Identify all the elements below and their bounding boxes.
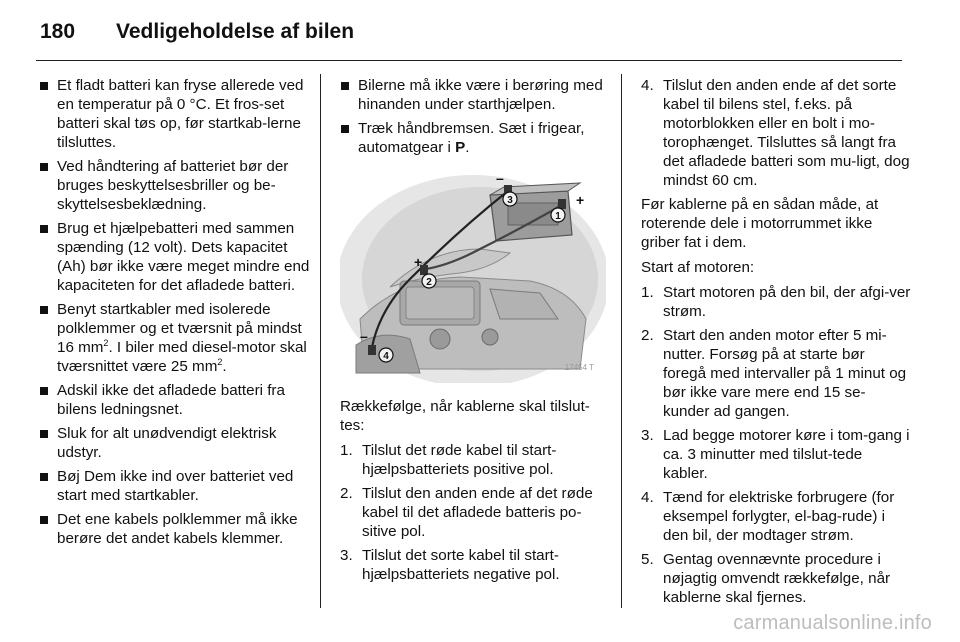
- list-item: Adskil ikke det afladede batteri fra bilens ledningsnet.: [39, 381, 311, 419]
- list-item: 2. Tilslut den anden ende af det røde kabel til det afladede batteris po-sitive pol.: [340, 485, 593, 540]
- svg-text:3: 3: [507, 195, 513, 206]
- list-item: Benyt startkabler med isolerede polklemmer og et tværsnit på mindst 16 $mm^2$. I biler med diesel-motor skal tværsnittet være 25 $mm^2$.: [39, 300, 311, 376]
- watermark: carmanualsonline.info: [733, 612, 932, 634]
- list-item: 4. Tilslut den anden ende af det sorte kabel til bilens stel, f.eks. på motorblokken eller en bolt i mo-torophænget. Tilsluttes så langt fra det afladede batteri som mu-ligt, dog mindst 60 cm.: [641, 77, 910, 189]
- plus-sign: +: [414, 254, 423, 270]
- list-item: Bilerne må ikke være i berøring med hinanden under starthjælpen.: [340, 76, 608, 114]
- bullet-square-icon: [40, 163, 48, 171]
- list-item: 5. Gentag ovennævnte procedure i nøjagtig omvendt rækkefølge, når kablerne skal fjernes.: [641, 551, 891, 606]
- svg-text:4: 4: [383, 351, 389, 362]
- connection-steps: [340, 441, 608, 584]
- minus-sign: –: [360, 328, 368, 344]
- list-item: Sluk for alt unødvendigt elektrisk udstyr.: [39, 424, 311, 462]
- marker-2: [422, 274, 436, 288]
- bullet-square-icon: [40, 516, 48, 524]
- start-steps: [641, 283, 911, 607]
- bullet-square-icon: [341, 82, 349, 90]
- column-divider-2: [621, 74, 622, 608]
- column-2: [340, 76, 608, 589]
- page-header: [0, 0, 960, 62]
- list-item: Træk håndbremsen. Sæt i frigear, automatgear i P.: [340, 119, 608, 157]
- list-item: Brug et hjælpebatteri med sammen spænding (12 volt). Dets kapacitet (Ah) bør ikke være meget mindre end kapaciteten for det afladede batteri.: [39, 219, 311, 295]
- svg-text:2: 2: [426, 277, 432, 288]
- connection-steps-continued: [641, 76, 911, 190]
- list-item: 4. Tænd for elektriske forbrugere (for eksempel forlygter, el-bag-rude) i den bil, der modtager strøm.: [641, 489, 895, 544]
- jump-start-illustration: [340, 169, 606, 383]
- precaution-list: [39, 76, 311, 548]
- bullet-square-icon: [40, 473, 48, 481]
- bullet-square-icon: [40, 82, 48, 90]
- list-item: 2. Start den anden motor efter 5 mi-nutter. Forsøg på at starte bør foregå med intervaller på 1 minut og bør ikke vare mere end 15 se-kunder ad gangen.: [641, 327, 907, 420]
- sequence-intro: Rækkefølge, når kablerne skal tilslut-tes:: [340, 398, 590, 434]
- marker-1: [551, 208, 565, 222]
- marker-4: [379, 348, 393, 362]
- plus-sign: +: [576, 192, 585, 208]
- figure-code: 17454 T: [564, 363, 594, 372]
- start-heading: Start af motoren:: [641, 259, 755, 276]
- list-item: Bøj Dem ikke ind over batteriet ved start med startkabler.: [39, 467, 311, 505]
- column-3: [641, 76, 911, 612]
- list-item: 3. Lad begge motorer køre i tom-gang i ca. 3 minutter med tilslut-tede kabler.: [641, 427, 910, 482]
- marker-3: [503, 192, 517, 206]
- column-divider-1: [320, 74, 321, 608]
- list-item: Et fladt batteri kan fryse allerede ved en temperatur på 0 °C. Et fros-set batteri skal tøs op, før startkab-lerne tilsluttes.: [39, 76, 311, 152]
- list-item: Det ene kabels polklemmer må ikke berøre det andet kabels klemmer.: [39, 510, 311, 548]
- list-item: Ved håndtering af batteriet bør der bruges beskyttelsesbriller og be-skyttelsesbeklædning.: [39, 157, 311, 214]
- bullet-square-icon: [40, 387, 48, 395]
- list-item: 3. Tilslut det sorte kabel til start-hjælpsbatteriets negative pol.: [340, 547, 560, 583]
- bullet-square-icon: [40, 225, 48, 233]
- list-item: 1. Tilslut det røde kabel til start-hjælpsbatteriets positive pol.: [340, 442, 557, 478]
- bullet-square-icon: [40, 430, 48, 438]
- column-1: [39, 76, 311, 553]
- header-divider: [36, 60, 902, 61]
- bullet-square-icon: [341, 125, 349, 133]
- bullet-square-icon: [40, 306, 48, 314]
- preparation-list: [340, 76, 608, 157]
- minus-sign: –: [496, 170, 504, 186]
- page-number: 180: [40, 20, 76, 43]
- list-item: 1. Start motoren på den bil, der afgi-ver strøm.: [641, 284, 911, 320]
- svg-text:1: 1: [555, 211, 561, 222]
- engine-bay-drawing: [340, 169, 606, 383]
- page-title: Vedligeholdelse af bilen: [116, 20, 355, 43]
- cable-routing-note: Før kablerne på en sådan måde, at roterende dele i motorrummet ikke griber fat i dem.: [641, 196, 879, 251]
